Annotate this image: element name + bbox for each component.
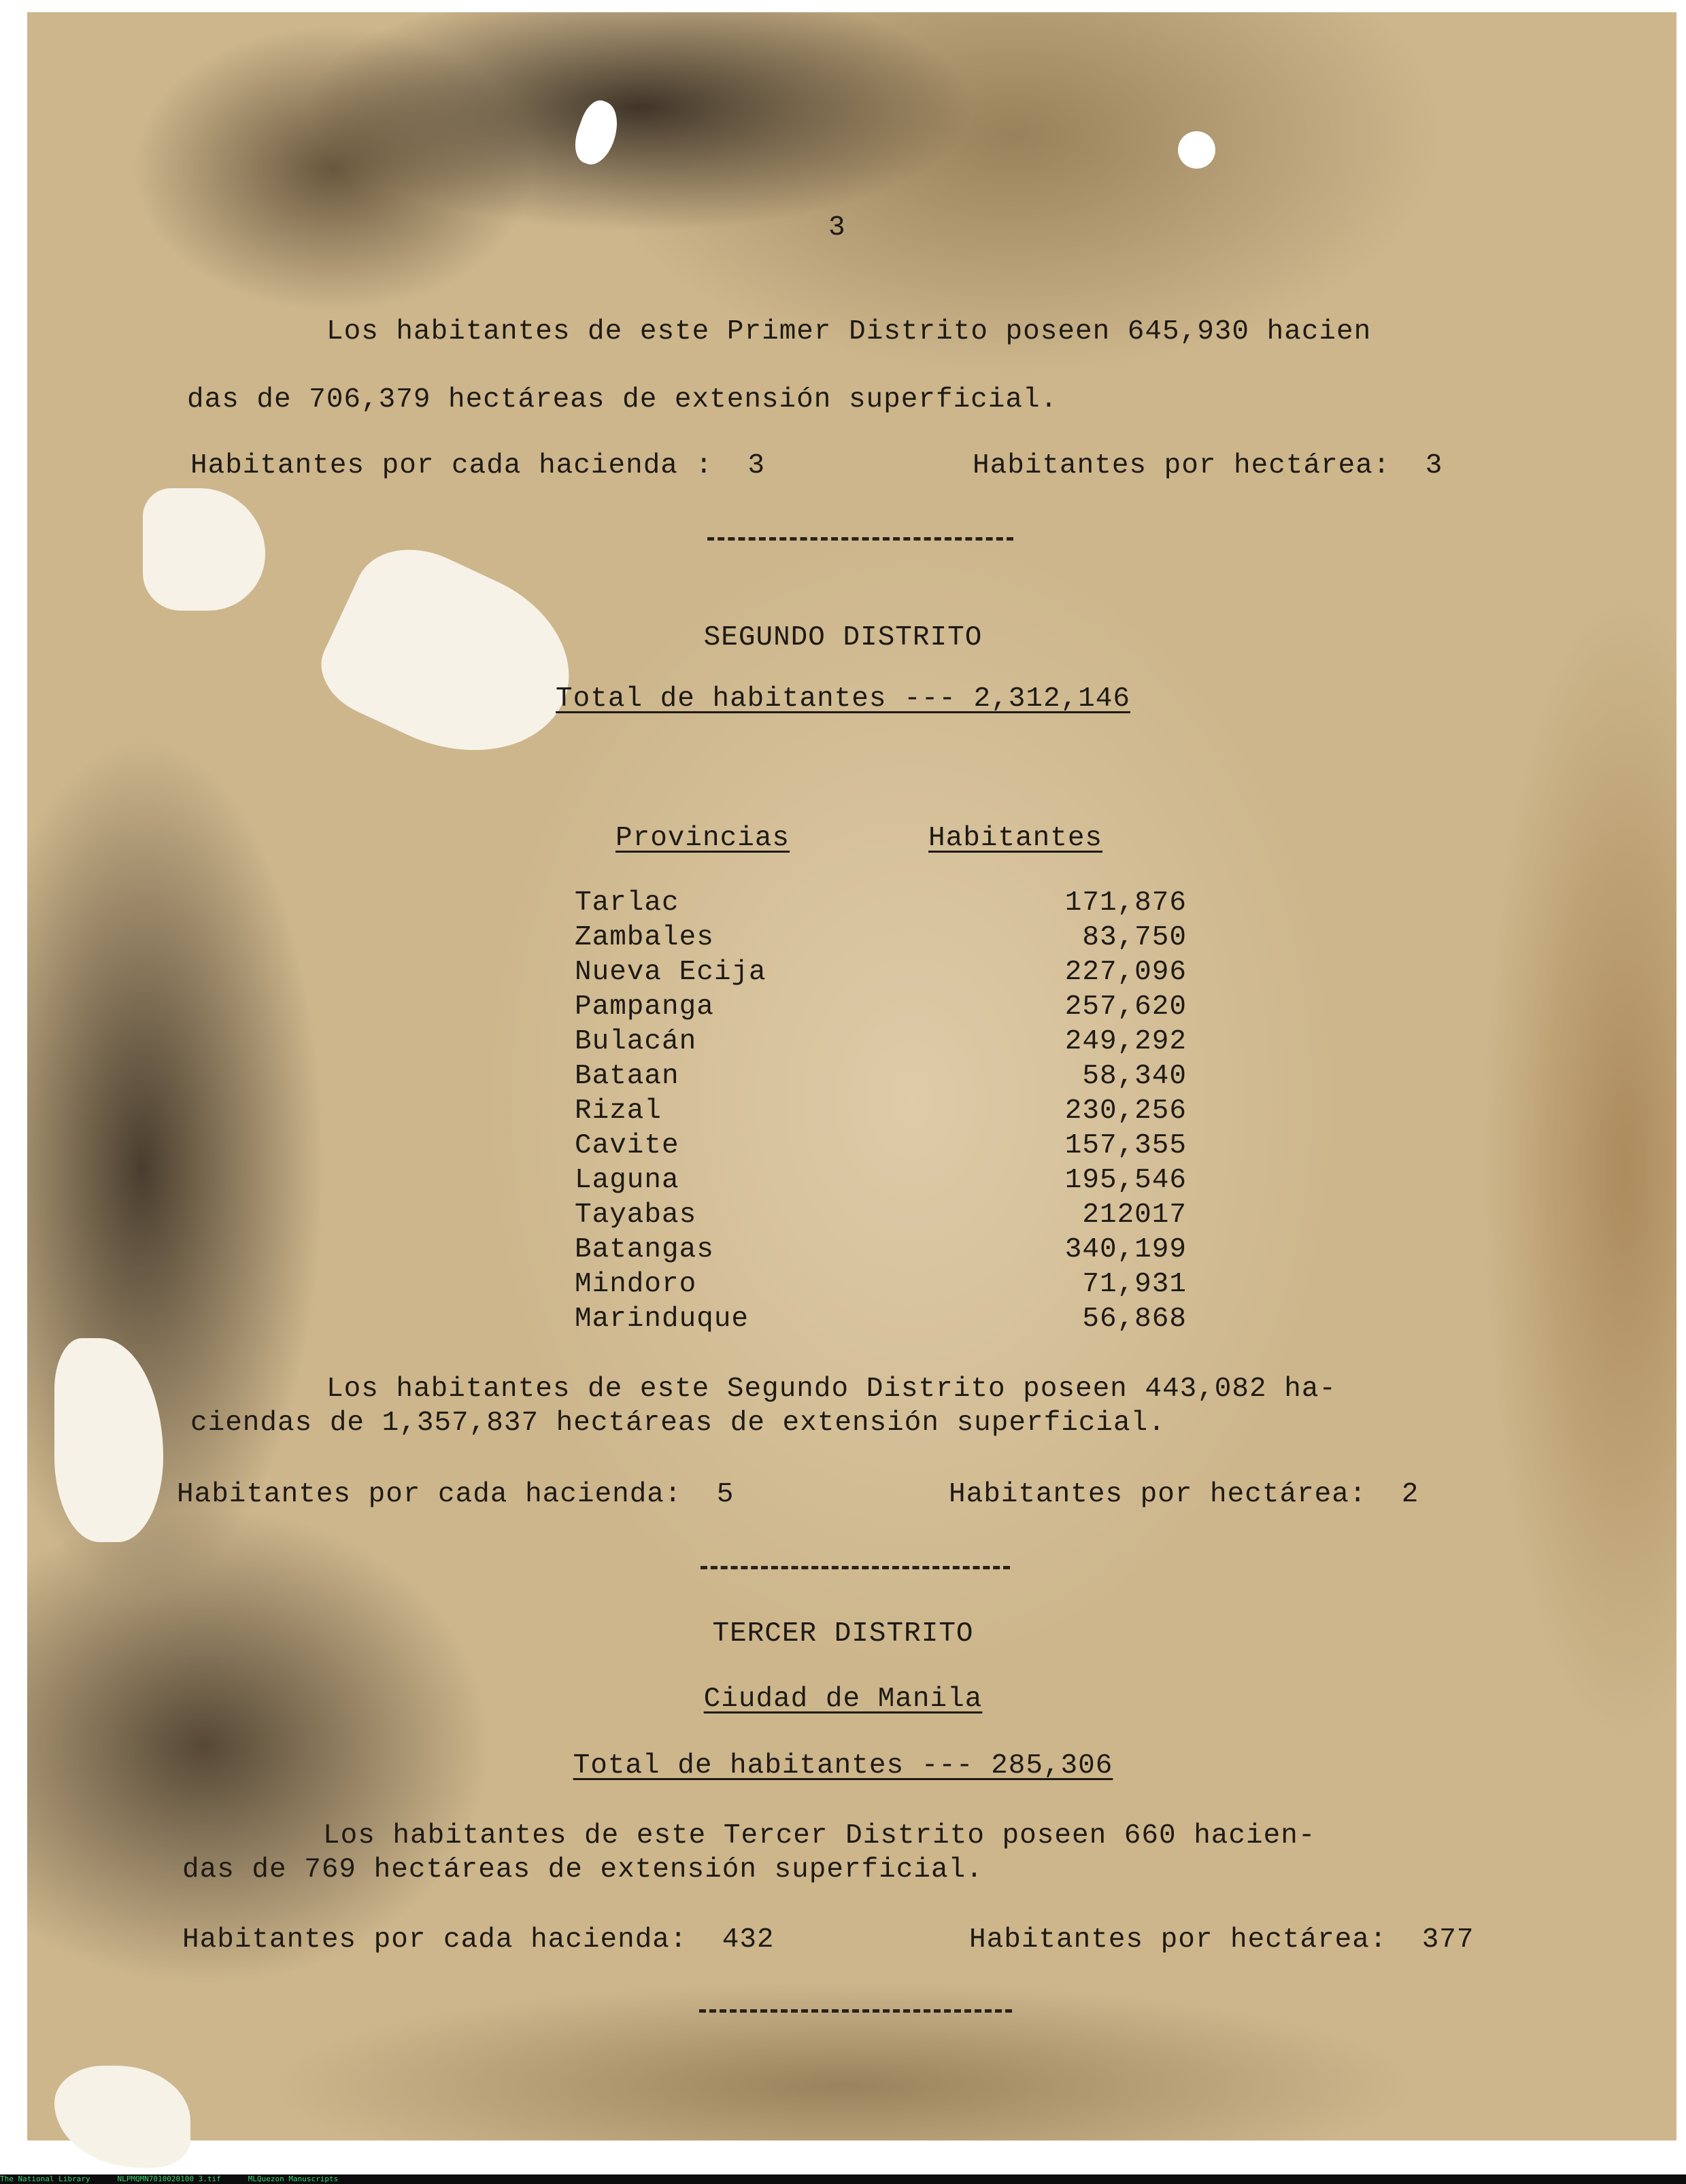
tercer-per-hacienda: Habitantes por cada hacienda: 432 [182, 1924, 775, 1956]
segundo-per-hectarea: Habitantes por hectárea: 2 [949, 1479, 1419, 1510]
segundo-per-hacienda: Habitantes por cada hacienda: 5 [177, 1479, 735, 1510]
table-row [575, 957, 1187, 991]
footer-file: NLPMQMN7010020100 3.tif [117, 2174, 221, 2183]
paper-tear [307, 528, 597, 789]
habitantes-value: 212017 [1082, 1199, 1187, 1231]
scan-footer [0, 2174, 1686, 2184]
primer-per-hacienda: Habitantes por cada hacienda : 3 [190, 450, 765, 481]
separator-rule [707, 537, 1013, 541]
habitantes-value: 171,876 [1064, 887, 1187, 919]
tercer-subheading: Ciudad de Manila [703, 1684, 983, 1715]
provincia-name: Marinduque [575, 1303, 749, 1335]
primer-line-1: Los habitantes de este Primer Distrito poseen 645,930 hacien [326, 316, 1372, 347]
paper-tear [54, 1338, 163, 1542]
table-row [575, 1199, 1187, 1234]
habitantes-value: 71,931 [1082, 1269, 1187, 1300]
paper-hole [568, 96, 625, 169]
habitantes-value: 249,292 [1064, 1026, 1187, 1057]
provincia-name: Mindoro [575, 1269, 697, 1300]
tercer-heading: TERCER DISTRITO [712, 1618, 974, 1650]
paper-tear [143, 488, 265, 611]
page-number: 3 [828, 212, 846, 243]
separator-rule [699, 2009, 1012, 2013]
habitantes-value: 83,750 [1082, 922, 1187, 953]
table-row [575, 1165, 1187, 1199]
primer-line-2: das de 706,379 hectáreas de extensión superficial. [187, 384, 1058, 415]
habitantes-value: 56,868 [1082, 1303, 1187, 1335]
segundo-heading: SEGUNDO DISTRITO [703, 622, 983, 653]
footer-collection: MLQuezon Manuscripts [248, 2174, 339, 2183]
separator-rule [701, 1566, 1010, 1569]
paper-tear [54, 2066, 190, 2168]
provincia-name: Rizal [575, 1095, 662, 1127]
table-row [575, 1095, 1187, 1130]
col-header-provincias: Provincias [616, 823, 790, 854]
primer-per-hectarea: Habitantes por hectárea: 3 [973, 450, 1443, 481]
provincia-name: Nueva Ecija [575, 957, 766, 988]
habitantes-value: 227,096 [1064, 957, 1187, 988]
habitantes-value: 340,199 [1064, 1234, 1187, 1265]
table-row [575, 1130, 1187, 1165]
table-row [575, 1234, 1187, 1269]
provincia-name: Tayabas [575, 1199, 697, 1231]
col-header-habitantes: Habitantes [928, 823, 1103, 854]
tercer-total: Total de habitantes --- 285,306 [573, 1750, 1113, 1781]
provincia-name: Zambales [575, 922, 714, 953]
provincia-name: Batangas [575, 1234, 714, 1265]
habitantes-value: 230,256 [1064, 1095, 1187, 1127]
tercer-line-1: Los habitantes de este Tercer Distrito poseen 660 hacien- [323, 1820, 1316, 1852]
tercer-per-hectarea: Habitantes por hectárea: 377 [969, 1924, 1474, 1956]
table-row [575, 887, 1187, 922]
provincia-name: Pampanga [575, 991, 714, 1023]
provincias-table [575, 887, 1187, 1338]
habitantes-value: 157,355 [1064, 1130, 1187, 1161]
provincia-name: Bataan [575, 1061, 679, 1092]
provincia-name: Laguna [575, 1165, 679, 1196]
tercer-line-2: das de 769 hectáreas de extensión superficial. [182, 1854, 983, 1886]
table-row [575, 922, 1187, 957]
table-row [575, 1026, 1187, 1061]
segundo-total: Total de habitantes --- 2,312,146 [556, 683, 1130, 715]
table-row [575, 1061, 1187, 1095]
table-row [575, 1303, 1187, 1338]
provincia-name: Cavite [575, 1130, 679, 1161]
segundo-line-1: Los habitantes de este Segundo Distrito poseen 443,082 ha- [326, 1373, 1337, 1405]
habitantes-value: 58,340 [1082, 1061, 1187, 1092]
provincia-name: Tarlac [575, 887, 679, 919]
habitantes-value: 195,546 [1064, 1165, 1187, 1196]
table-row [575, 991, 1187, 1026]
segundo-line-2: ciendas de 1,357,837 hectáreas de extensión superficial. [190, 1407, 1166, 1439]
provincia-name: Bulacán [575, 1026, 697, 1057]
paper-hole [1178, 131, 1215, 169]
table-row [575, 1269, 1187, 1303]
habitantes-value: 257,620 [1064, 991, 1187, 1023]
footer-library: The National Library [0, 2174, 90, 2183]
